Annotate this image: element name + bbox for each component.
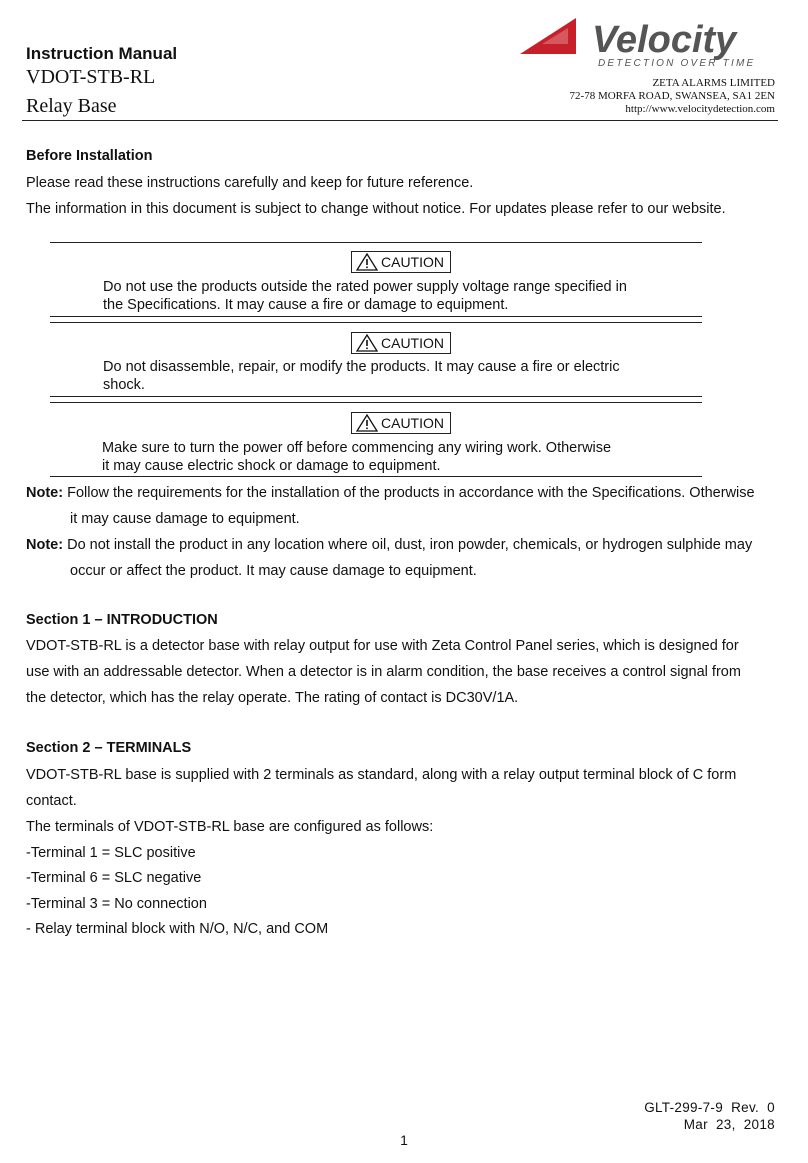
warning-icon xyxy=(356,253,378,271)
caution-label: CAUTION xyxy=(381,254,444,270)
caution-text xyxy=(102,439,611,475)
caution-line: shock. xyxy=(103,377,145,393)
caution-badge xyxy=(351,332,451,354)
caution-line: Make sure to turn the power off before commencing any wiring work. Otherwise xyxy=(102,440,612,456)
section-1-line: the detector, which has the relay operate. The rating of contact is DC30V/1A. xyxy=(26,690,519,706)
company-address: 72-78 MORFA ROAD, SWANSEA, SA1 2EN xyxy=(569,90,775,102)
note-text: Follow the requirements for the installation of the products in accordance with the Specifications. Otherwise xyxy=(63,485,755,501)
caution-divider xyxy=(50,322,702,323)
note-text: Do not install the product in any location where oil, dust, iron powder, chemicals, or hydrogen sulphide may xyxy=(63,537,753,553)
terminal-list-item: -Terminal 3 = No connection xyxy=(26,896,207,912)
before-install-heading: Before Installation xyxy=(26,148,153,164)
caution-label: CAUTION xyxy=(381,335,444,351)
note-text-continued: it may cause damage to equipment. xyxy=(70,511,300,527)
velocity-logo xyxy=(520,14,778,72)
caution-label: CAUTION xyxy=(381,415,444,431)
doc-number: GLT-299-7-9 Rev. 0 xyxy=(644,1100,775,1115)
svg-text:DETECTION OVER TIME: DETECTION OVER TIME xyxy=(598,58,756,69)
section-1-heading: Section 1 – INTRODUCTION xyxy=(26,612,218,628)
caution-divider xyxy=(50,402,702,403)
caution-badge xyxy=(351,251,451,273)
doc-type: Instruction Manual xyxy=(26,44,178,63)
note-block xyxy=(26,480,778,584)
caution-line: Do not use the products outside the rated power supply voltage range specified in xyxy=(103,279,627,295)
before-install-line-1: Please read these instructions carefully and keep for future reference. xyxy=(26,175,474,191)
note-text-continued: occur or affect the product. It may cause damage to equipment. xyxy=(70,563,477,579)
company-name: ZETA ALARMS LIMITED xyxy=(652,77,775,89)
section-2-line: contact. xyxy=(26,793,77,809)
caution-divider xyxy=(50,476,702,477)
terminal-list-item: -Terminal 6 = SLC negative xyxy=(26,870,202,886)
caution-divider xyxy=(50,242,702,243)
doc-footer xyxy=(644,1099,775,1133)
section-1-line: use with an addressable detector. When a detector is in alarm condition, the base receives a control signal from xyxy=(26,664,741,680)
company-address-block xyxy=(570,77,775,116)
caution-line: it may cause electric shock or damage to equipment. xyxy=(102,458,441,474)
section-1-line: VDOT-STB-RL is a detector base with relay output for use with Zeta Control Panel series, which is designed for xyxy=(26,638,739,654)
product-name: Relay Base xyxy=(26,95,117,117)
note-label: Note: xyxy=(26,485,64,501)
caution-badge xyxy=(351,412,451,434)
before-install-line-2: The information in this document is subject to change without notice. For updates please refer to our website. xyxy=(26,201,726,217)
caution-divider xyxy=(50,316,702,317)
terminal-list-item: - Relay terminal block with N/O, N/C, and COM xyxy=(26,921,329,937)
caution-text xyxy=(103,278,627,314)
doc-date: Mar 23, 2018 xyxy=(683,1117,775,1132)
terminal-list-item: -Terminal 1 = SLC positive xyxy=(26,845,196,861)
caution-divider xyxy=(50,396,702,397)
caution-text xyxy=(103,358,620,394)
warning-icon xyxy=(356,334,378,352)
header-divider xyxy=(22,120,778,121)
note-label: Note: xyxy=(26,537,64,553)
section-2-heading: Section 2 – TERMINALS xyxy=(26,740,192,756)
section-2-line: The terminals of VDOT-STB-RL base are configured as follows: xyxy=(26,819,434,835)
company-website[interactable]: http://www.velocitydetection.com xyxy=(625,103,775,115)
caution-line: Do not disassemble, repair, or modify the products. It may cause a fire or electric xyxy=(103,359,620,375)
caution-line: the Specifications. It may cause a fire or damage to equipment. xyxy=(103,297,509,313)
page-number: 1 xyxy=(400,1132,408,1148)
warning-icon xyxy=(356,414,378,432)
svg-text:Velocity: Velocity xyxy=(592,19,737,61)
section-2-line: VDOT-STB-RL base is supplied with 2 terminals as standard, along with a relay output terminal block of C form xyxy=(26,767,737,783)
model-number: VDOT-STB-RL xyxy=(26,66,156,88)
